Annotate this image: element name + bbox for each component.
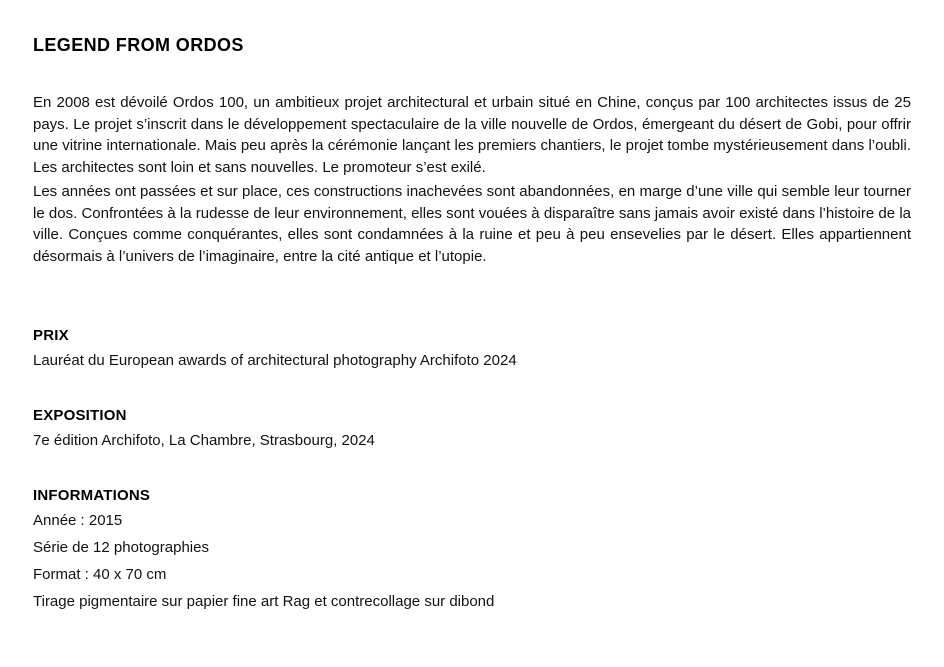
- page-title: LEGEND FROM ORDOS: [33, 35, 244, 55]
- section-prix: [33, 325, 911, 374]
- informations-line-serie: Série de 12 photographies: [33, 538, 209, 556]
- informations-line-tirage: Tirage pigmentaire sur papier fine art Rag et contrecollage sur dibond: [33, 592, 495, 610]
- section-exposition: [33, 405, 911, 454]
- prix-line: Lauréat du European awards of architectural photography Archifoto 2024: [33, 351, 517, 369]
- informations-line-annee: Année : 2015: [33, 511, 123, 529]
- section-informations: [33, 485, 911, 615]
- exposition-heading: EXPOSITION: [33, 406, 127, 424]
- informations-heading: INFORMATIONS: [33, 486, 151, 504]
- exposition-line: 7e édition Archifoto, La Chambre, Strasbourg, 2024: [33, 431, 375, 449]
- project-description: [33, 92, 911, 268]
- description-paragraph-1: En 2008 est dévoilé Ordos 100, un ambitieux projet architectural et urbain situé en Chine, conçus par 100 architectes issus de 25 pays. Le projet s’inscrit dans le développement spectaculaire de la ville nouvelle de Ordos, émergeant du désert de Gobi, pour offrir une vitrine internationale. Mais peu après la cérémonie lançant les premiers chantiers, le projet tombe mystérieusement dans l’oubli. Les architectes sont loin et sans nouvelles. Le promoteur s’est exilé.: [33, 94, 911, 177]
- prix-heading: PRIX: [33, 326, 69, 344]
- description-paragraph-2: Les années ont passées et sur place, ces constructions inachevées sont abandonnées, en marge d’une ville qui semble leur tourner le dos. Confrontées à la rudesse de leur environnement, elles sont vouées à disparaître sans jamais avoir existé dans l’histoire de la ville. Conçues comme conquérantes, elles sont condamnées à la ruine et peu à peu ensevelies par le désert. Elles appartiennent désormais à l’univers de l’imaginaire, entre la cité antique et l’utopie.: [33, 182, 911, 265]
- informations-line-format: Format : 40 x 70 cm: [33, 565, 167, 583]
